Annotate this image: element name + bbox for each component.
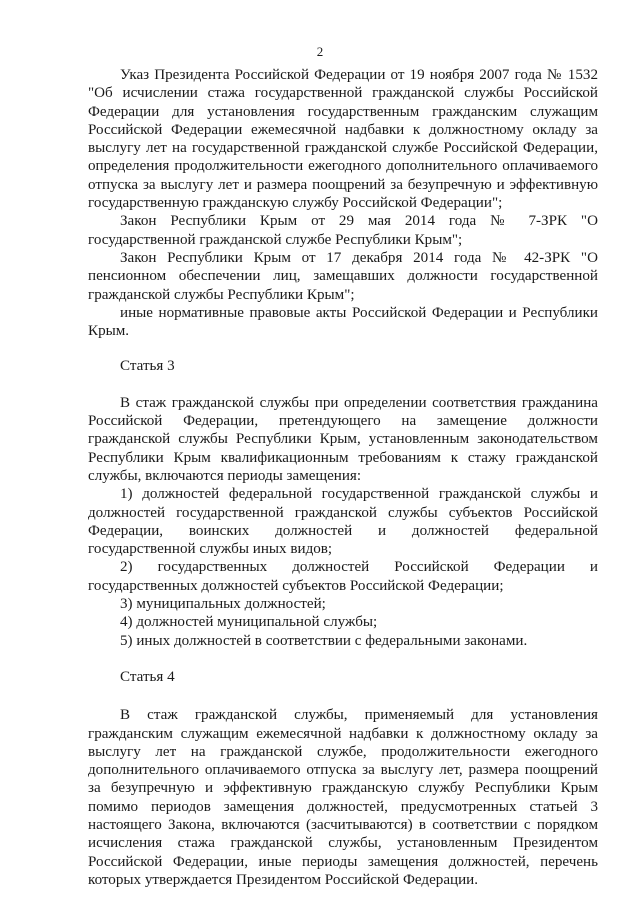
article-3-item-3: 3) муниципальных должностей;: [120, 596, 326, 613]
article-3-heading: Статья 3: [120, 358, 175, 375]
paragraph-law-7-zrk: Закон Республики Крым от 29 мая 2014 года № 7-ЗРК "О государственной гражданской службе Республики Крым";: [88, 213, 598, 248]
article-4-text: В стаж гражданской службы, применяемый для установления гражданским служащим ежемесячной надбавки к должностному окладу за выслугу лет на гражданской службе, продолжительности ежегодного дополнительного оплачиваемого отпуска за выслугу лет, размера поощрений за безупречную и эффективную гражданскую службу Республики Крым помимо периодов замещения должностей, предусмотренных статьей 3 настоящего Закона, включаются (засчитываются) в соответствии с порядком исчисления стажа гражданской службы, установленным Президентом Российской Федерации, иные периоды замещения должностей, перечень которых утверждается Президентом Российской Федерации.: [88, 707, 598, 888]
article-3-item-5: 5) иных должностей в соответствии с федеральными законами.: [120, 632, 528, 649]
spacer: [88, 686, 598, 706]
paragraph-law-42-zrk: Закон Республики Крым от 17 декабря 2014 года № 42-ЗРК "О пенсионном обеспечении лиц, замещавших должности государственной гражданской службы Республики Крым";: [88, 249, 598, 303]
article-3-item-2: 2) государственных должностей Российской Федерации и государственных должностей субъектов Российской Федерации;: [88, 559, 598, 594]
article-4-heading: Статья 4: [120, 668, 175, 685]
article-3-item-4: 4) должностей муниципальной службы;: [120, 614, 378, 631]
spacer: [88, 650, 598, 668]
spacer: [88, 340, 598, 357]
document-body: [88, 66, 598, 889]
article-3-item-1: 1) должностей федеральной государственной гражданской службы и должностей государственной гражданской службы субъектов Российской Федерации, воинских должностей и должностей федеральной государственной службы иных видов;: [88, 486, 598, 558]
article-3-intro: В стаж гражданской службы при определении соответствия гражданина Российской Федерации, претендующего на замещение должности гражданской службы Республики Крым, установленным законодательством Республики Крым квалификационным требованиям к стажу гражданской службы, включаются периоды замещения:: [88, 394, 598, 484]
page-number: 2: [316, 44, 324, 59]
spacer: [88, 376, 598, 394]
paragraph-decree-1532: Указ Президента Российской Федерации от 19 ноября 2007 года № 1532 "Об исчислении стажа государственной гражданской службы Российской Федерации для установления государственным гражданским служащим Российской Федерации ежемесячной надбавки к должностному окладу за выслугу лет на государственной гражданской службе Российской Федерации, определения продолжительности ежегодного дополнительного оплачиваемого отпуска за выслугу лет и размера поощрений за безупречную и эффективную государственную гражданскую службу Российской Федерации";: [88, 67, 598, 212]
paragraph-other-acts: иные нормативные правовые акты Российской Федерации и Республики Крым.: [88, 304, 598, 340]
